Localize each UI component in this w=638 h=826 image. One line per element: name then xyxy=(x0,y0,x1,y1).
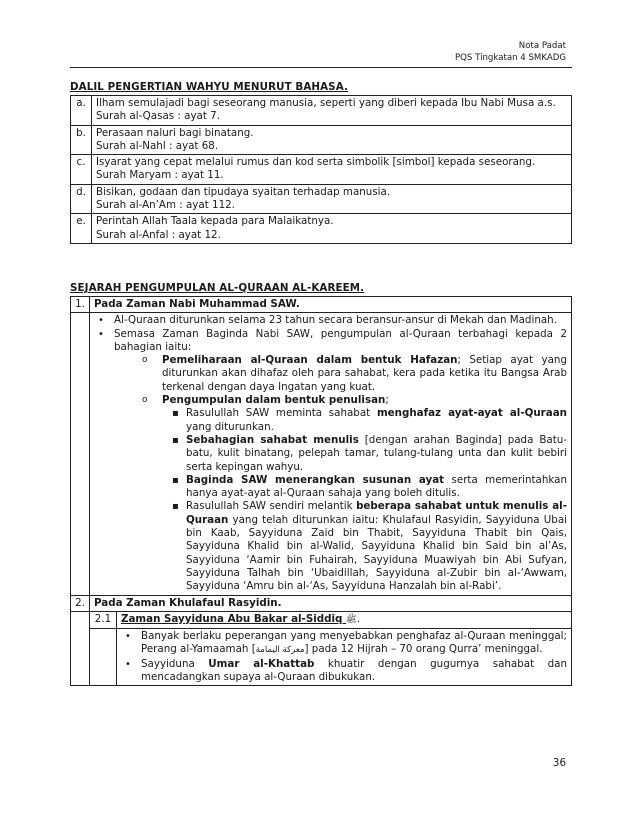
subsection-heading: Zaman Sayyiduna Abu Bakar al-Siddiq ﷺ. xyxy=(117,612,572,629)
row-ref: Surah al-Nahl : ayat 68. xyxy=(96,139,219,152)
row-key: e. xyxy=(71,214,92,244)
table-row xyxy=(71,595,572,611)
subsection-heading-text: Zaman Sayyiduna Abu Bakar al-Siddiq xyxy=(121,612,347,625)
row-ref: Surah al-An’Am : ayat 112. xyxy=(96,199,235,212)
row-content xyxy=(92,155,572,185)
list-item-bold: Pemeliharaan al-Quraan dalam bentuk Hafazan xyxy=(162,354,458,367)
text-part: khuatir dengan gugurnya sahabat dan mencadangkan supaya al-Quraan dibukukan. xyxy=(141,657,567,684)
list-item xyxy=(90,328,567,594)
section-number: 1. xyxy=(71,297,90,313)
section-heading-text: Pada Zaman Khulafaul Rasyidin. xyxy=(94,596,282,609)
table-row xyxy=(90,612,571,629)
empty-cell xyxy=(71,611,90,685)
text-bold: Baginda SAW menerangkan susunan ayat xyxy=(186,473,445,486)
subsection-body xyxy=(117,629,572,686)
table-row xyxy=(71,96,572,126)
text-bold: menghafaz ayat-ayat al-Quraan xyxy=(376,407,567,420)
sub-list xyxy=(114,354,567,593)
row-ref: Surah Maryam : ayat 11. xyxy=(96,169,224,182)
row-ref: Surah al-Anfal : ayat 12. xyxy=(96,228,221,241)
list-item xyxy=(166,407,567,434)
list-item xyxy=(117,658,567,685)
list-item xyxy=(90,314,567,327)
row-key: d. xyxy=(71,184,92,214)
text-part: yang diturunkan. xyxy=(186,420,274,433)
subsection-container xyxy=(90,611,572,685)
section-body xyxy=(90,313,572,595)
sub-sub-list xyxy=(162,407,567,593)
table-row xyxy=(71,214,572,244)
table-row xyxy=(71,155,572,185)
row-text: Ilham semulajadi bagi seseorang manusia, seperti yang diberi kepada Ibu Nabi Musa a.s. xyxy=(96,97,556,109)
row-text: Bisikan, godaan dan tipudaya syaitan terhadap manusia. xyxy=(96,185,391,198)
subsection-table xyxy=(90,612,571,685)
subsection-number: 2.1 xyxy=(90,612,117,629)
table-row xyxy=(90,629,571,686)
dalil-title: DALIL PENGERTIAN WAHYU MENURUT BAHASA. xyxy=(70,81,348,93)
row-text: Isyarat yang cepat melalui rumus dan kod serta simbolik [simbol] kepada seseorang. xyxy=(96,156,536,169)
row-text: Perasaan naluri bagi binatang. xyxy=(96,126,254,139)
list-item xyxy=(132,354,567,394)
text-part: ] pada 12 Hijrah – 70 orang Qurra’ meninggal. xyxy=(304,643,543,656)
text-part: yang telah diturunkan iaitu: Khulafaul Rasyidin, Sayyiduna Ubai bin Kaab, Sayyiduna Zaid bin Thabit, Sayyiduna Thabit bin Qais, Sayyiduna Khalid bin al-Walid, Sayyiduna Khalid bin Said bin al’As, Sayyiduna ‘Aamir bin Fuhairah, Sayyiduna Muawiyah bin Abi Sufyan, Sayyiduna Talhah bin ‘Ubaidillah, Sayyiduna al-Zubir bin al-‘Awwam, Sayyiduna ‘Amru bin al-‘As, Sayyiduna Hanzalah bin al-Rabi’. xyxy=(186,513,567,593)
row-content xyxy=(92,214,572,244)
header-line1: Nota Padat xyxy=(518,41,566,51)
list-item-bold: Pengumpulan dalam bentuk penulisan xyxy=(162,394,386,407)
bullet-list xyxy=(117,630,567,684)
text-bold: beberapa sahabat untuk menulis al-Quraan xyxy=(186,500,567,526)
row-text: Perintah Allah Taala kepada para Malaikatnya. xyxy=(96,215,334,228)
list-item xyxy=(132,394,567,593)
text-part: serta memerintahkan hanya ayat-ayat al-Quraan sahaja yang boleh ditulis. xyxy=(186,473,568,500)
arabic-text: معركة اليمامة xyxy=(255,645,305,656)
text-part: Sayyiduna xyxy=(141,657,209,670)
section-number: 2. xyxy=(71,595,90,611)
row-content xyxy=(92,125,572,155)
list-item-text: ; Setiap ayat yang diturunkan akan dihafaz oleh para sahabat, kera pada ketika itu Bangsa Arab terkenal dengan daya Ingatan yang kuat. xyxy=(162,354,567,393)
header-line2: PQS Tingkatan 4 SMKADG xyxy=(454,53,566,63)
list-item-text: Semasa Zaman Baginda Nabi SAW, pengumpulan al-Quraan terbahagi kepada 2 bahagian iaitu: xyxy=(114,327,567,353)
text-part: Banyak berlaku peperangan yang menyebabkan penghafaz al-Quraan meninggal; Perang al-Yamaamah [ xyxy=(141,630,567,656)
bullet-list xyxy=(90,314,567,593)
table-row xyxy=(71,611,572,685)
row-key: a. xyxy=(71,96,92,126)
row-key: c. xyxy=(71,155,92,185)
row-content xyxy=(92,96,572,126)
list-item xyxy=(117,630,567,658)
sejarah-table xyxy=(70,296,572,686)
section-heading xyxy=(90,595,572,611)
dalil-table xyxy=(70,95,572,244)
header-divider xyxy=(70,67,572,68)
list-item-text: Al-Quraan diturunkan selama 23 tahun secara beransur-ansur di Mekah dan Madinah. xyxy=(114,314,557,327)
list-item-text: ; xyxy=(385,394,389,407)
text-part: Rasulullah SAW meminta sahabat xyxy=(186,407,377,420)
section-heading xyxy=(90,297,572,313)
text-part: Rasulullah SAW sendiri melantik xyxy=(186,500,357,513)
text-bold: Sebahagian sahabat menulis xyxy=(186,433,359,446)
empty-cell xyxy=(90,629,117,686)
page-number: 36 xyxy=(552,757,566,769)
table-row xyxy=(71,184,572,214)
list-item xyxy=(166,474,567,501)
table-row xyxy=(71,313,572,595)
table-row xyxy=(71,297,572,313)
row-content xyxy=(92,184,572,214)
section-heading-text: Pada Zaman Nabi Muhammad SAW. xyxy=(94,298,300,310)
page-header xyxy=(455,40,566,64)
text-bold: Umar al-Khattab xyxy=(208,657,315,670)
row-key: b. xyxy=(71,125,92,155)
list-item xyxy=(166,434,567,474)
empty-cell xyxy=(71,313,90,595)
text-part: [dengan arahan Baginda] pada Batu-batu, kulit binatang, pelepah tamar, tulang-tulang unta dan kulit bebiri serta kepingan wahyu. xyxy=(186,433,567,473)
sejarah-title: SEJARAH PENGUMPULAN AL-QURAAN AL-KAREEM. xyxy=(70,282,365,294)
honorific-glyph: ﷺ xyxy=(346,614,357,625)
table-row xyxy=(71,125,572,155)
list-item xyxy=(166,500,567,593)
row-ref: Surah al-Qasas : ayat 7. xyxy=(96,110,220,123)
